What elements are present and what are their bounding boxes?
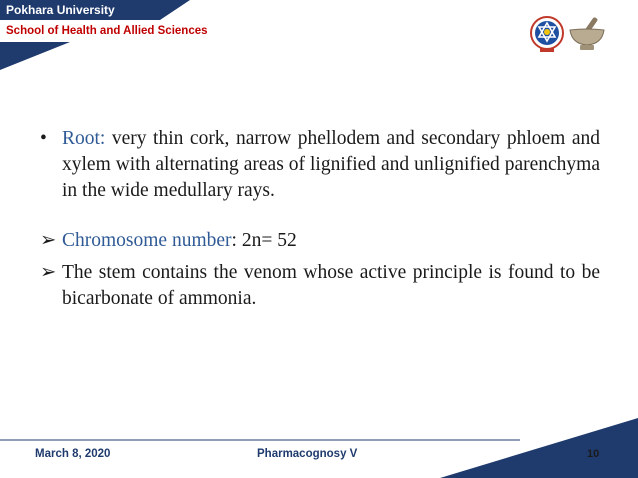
chromosome-value: : 2n= 52 (231, 230, 297, 251)
root-label: Root: (62, 128, 106, 149)
footer-course: Pharmacognosy V (257, 448, 358, 460)
school-name: School of Health and Allied Sciences (6, 25, 208, 37)
arrow-bullet-icon: ➢ (40, 262, 57, 283)
arrow-bullet-icon: ➢ (40, 230, 57, 251)
root-bullet (40, 126, 600, 204)
root-description: very thin cork, narrow phellodem and secondary phloem and xylem with alternating areas of lignified and unlignified parenchyma in the wide medullary rays. (62, 128, 600, 201)
chromosome-bullet (40, 228, 600, 254)
page-number: 10 (587, 448, 600, 460)
stem-bullet (40, 260, 600, 312)
bullet-dot-icon: • (40, 128, 47, 149)
slide-body (40, 126, 600, 312)
mortar-pestle-icon (566, 14, 608, 54)
stem-description: The stem contains the venom whose active principle is found to be bicarbonate of ammonia. (62, 262, 600, 309)
chromosome-label: Chromosome number (62, 230, 232, 251)
university-name: Pokhara University (6, 3, 115, 17)
university-seal-icon (527, 14, 567, 54)
footer-date: March 8, 2020 (35, 448, 111, 460)
